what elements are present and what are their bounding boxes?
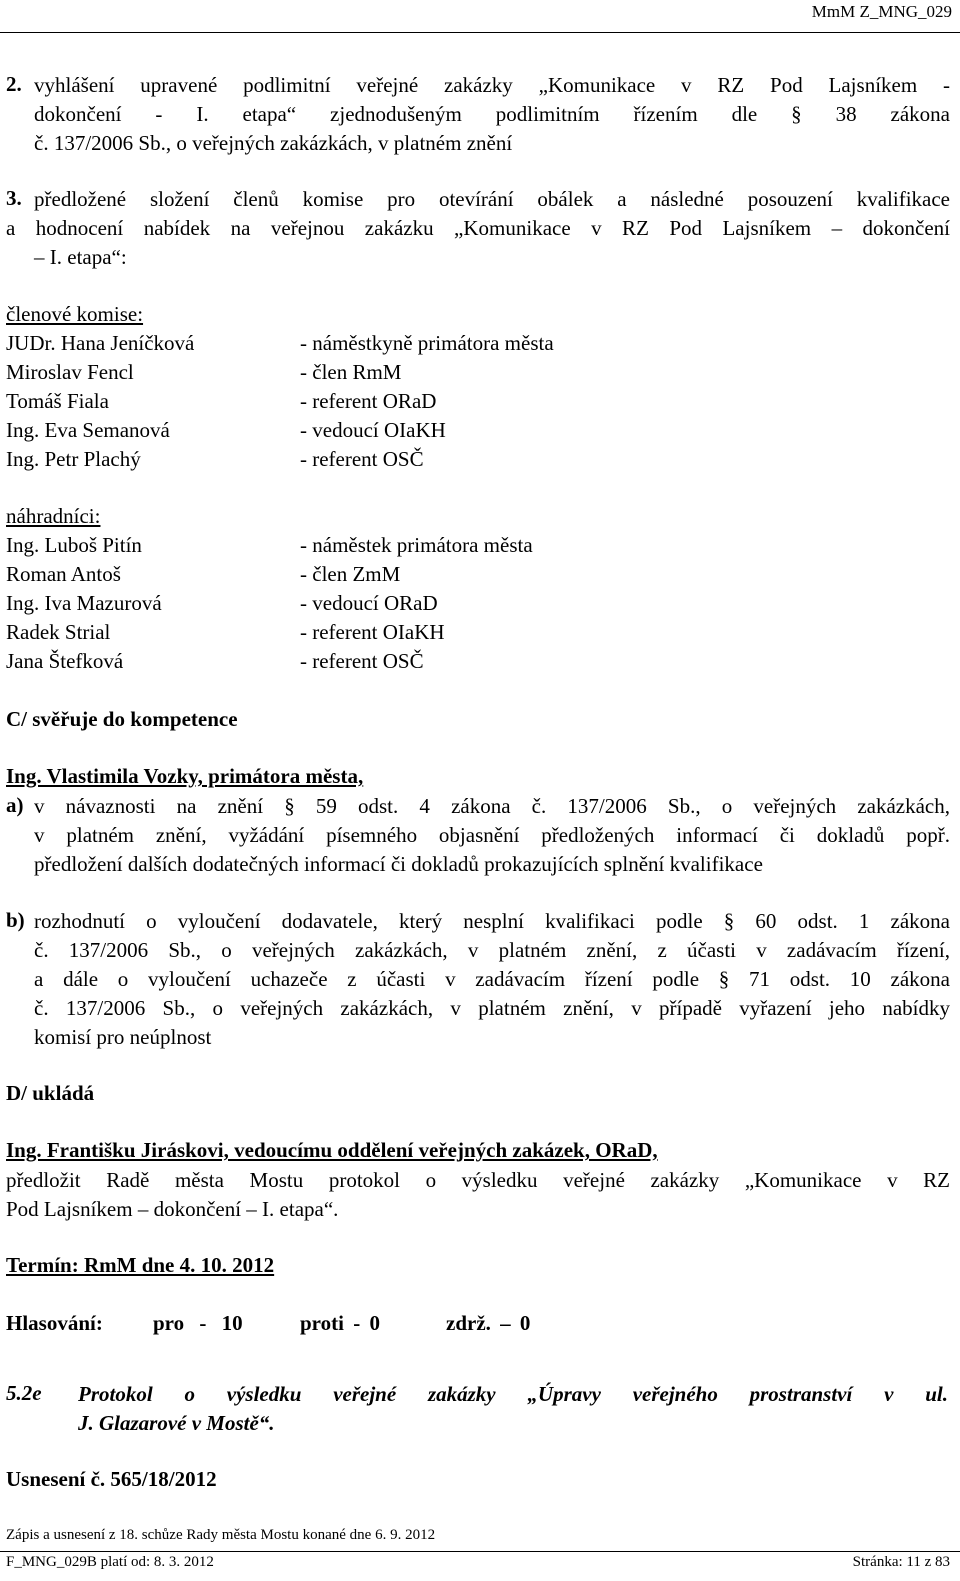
item-3-line-2: a hodnocení nabídek na veřejnou zakázku „Komunikace v RZ Pod Lajsníkem – dokončení: [6, 216, 950, 240]
voting-proti: proti - 0: [300, 1311, 380, 1335]
document-code: MmM Z_MNG_029: [811, 2, 952, 21]
substitute-role: - člen ZmM: [300, 562, 401, 586]
section-c-heading: C/ svěřuje do kompetence: [6, 707, 238, 731]
voting-pro: pro - 10: [153, 1311, 243, 1335]
section-c-a-label: a): [6, 793, 24, 817]
resolution-number: Usnesení č. 565/18/2012: [6, 1467, 217, 1491]
member-name: Tomáš Fiala: [6, 389, 109, 413]
footer-line-1: Zápis a usnesení z 18. schůze Rady města Mostu konané dne 6. 9. 2012: [6, 1527, 436, 1543]
substitute-role: - referent OSČ: [300, 649, 424, 673]
substitute-role: - náměstek primátora města: [300, 533, 533, 557]
item-3-number: 3.: [6, 186, 22, 210]
section-d-line-1: předložit Radě města Mostu protokol o výsledku veřejné zakázky „Komunikace v RZ: [6, 1168, 950, 1192]
substitute-name: Roman Antoš: [6, 562, 121, 586]
section-c-b-line-2: č. 137/2006 Sb., o veřejných zakázkách, v platném znění, z účasti v zadávacím řízení,: [34, 938, 950, 962]
page-number: Stránka: 11 z 83: [852, 1554, 950, 1570]
footer-line-2: F_MNG_029B platí od: 8. 3. 2012: [6, 1554, 214, 1570]
member-name: Ing. Eva Semanová: [6, 418, 170, 442]
section-c-b-line-5: komisí pro neúplnost: [34, 1025, 212, 1049]
header-rule: [0, 32, 960, 33]
substitute-role: - referent OIaKH: [300, 620, 445, 644]
member-role: - náměstkyně primátora města: [300, 331, 554, 355]
member-name: JUDr. Hana Jeníčková: [6, 331, 195, 355]
footer-rule: [0, 1551, 960, 1552]
substitute-name: Jana Štefková: [6, 649, 124, 673]
section-d-line-2: Pod Lajsníkem – dokončení – I. etapa“.: [6, 1197, 339, 1221]
member-role: - referent ORaD: [300, 389, 437, 413]
member-name: Miroslav Fencl: [6, 360, 134, 384]
substitute-name: Ing. Iva Mazurová: [6, 591, 162, 615]
section-d-heading: D/ ukládá: [6, 1081, 95, 1105]
section-c-b-line-1: rozhodnutí o vyloučení dodavatele, který nesplní kvalifikaci podle § 60 odst. 1 zákona: [34, 909, 950, 933]
deadline: Termín: RmM dne 4. 10. 2012: [6, 1253, 275, 1277]
member-name: Ing. Petr Plachý: [6, 447, 141, 471]
voting-label: Hlasování:: [6, 1311, 103, 1335]
item-52-line-2: J. Glazarové v Mostě“.: [78, 1411, 275, 1435]
section-d-person: Ing. Františku Jiráskovi, vedoucímu oddělení veřejných zakázek, ORaD,: [6, 1138, 658, 1162]
substitute-name: Radek Strial: [6, 620, 111, 644]
item-2-line-1: vyhlášení upravené podlimitní veřejné zakázky „Komunikace v RZ Pod Lajsníkem -: [34, 73, 950, 97]
item-52-number: 5.2e: [6, 1381, 42, 1405]
item-2-line-3: č. 137/2006 Sb., o veřejných zakázkách, v platném znění: [34, 131, 513, 155]
substitutes-heading: náhradníci:: [6, 504, 101, 528]
member-role: - vedoucí OIaKH: [300, 418, 446, 442]
substitute-role: - vedoucí ORaD: [300, 591, 438, 615]
member-role: - referent OSČ: [300, 447, 424, 471]
member-role: - člen RmM: [300, 360, 402, 384]
members-heading: členové komise:: [6, 302, 144, 326]
item-3-line-1: předložené složení členů komise pro otevírání obálek a následné posouzení kvalifikace: [34, 187, 950, 211]
voting-abstain: zdrž. – 0: [446, 1311, 531, 1335]
section-c-a-line-1: v návaznosti na znění § 59 odst. 4 zákona č. 137/2006 Sb., o veřejných zakázkách,: [34, 794, 950, 818]
item-2-line-2: dokončení - I. etapa“ zjednodušeným podlimitním řízením dle § 38 zákona: [34, 102, 950, 126]
item-2-number: 2.: [6, 72, 22, 96]
section-c-b-line-3: a dále o vyloučení uchazeče z účasti v zadávacím řízení podle § 71 odst. 10 zákona: [34, 967, 950, 991]
substitute-name: Ing. Luboš Pitín: [6, 533, 142, 557]
item-3-line-3: – I. etapa“:: [34, 245, 127, 269]
section-c-person: Ing. Vlastimila Vozky, primátora města,: [6, 764, 364, 788]
section-c-b-line-4: č. 137/2006 Sb., o veřejných zakázkách, v platném znění, v případě vyřazení jeho nabídky: [34, 996, 950, 1020]
section-c-a-line-3: předložení dalších dodatečných informací či dokladů prokazujících splnění kvalifikace: [34, 852, 763, 876]
item-52-line-1: Protokol o výsledku veřejné zakázky „Úpravy veřejného prostranství v ul.: [78, 1382, 948, 1406]
section-c-b-label: b): [6, 908, 25, 932]
section-c-a-line-2: v platném znění, vyžádání písemného objasnění předložených informací či dokladů popř.: [34, 823, 950, 847]
